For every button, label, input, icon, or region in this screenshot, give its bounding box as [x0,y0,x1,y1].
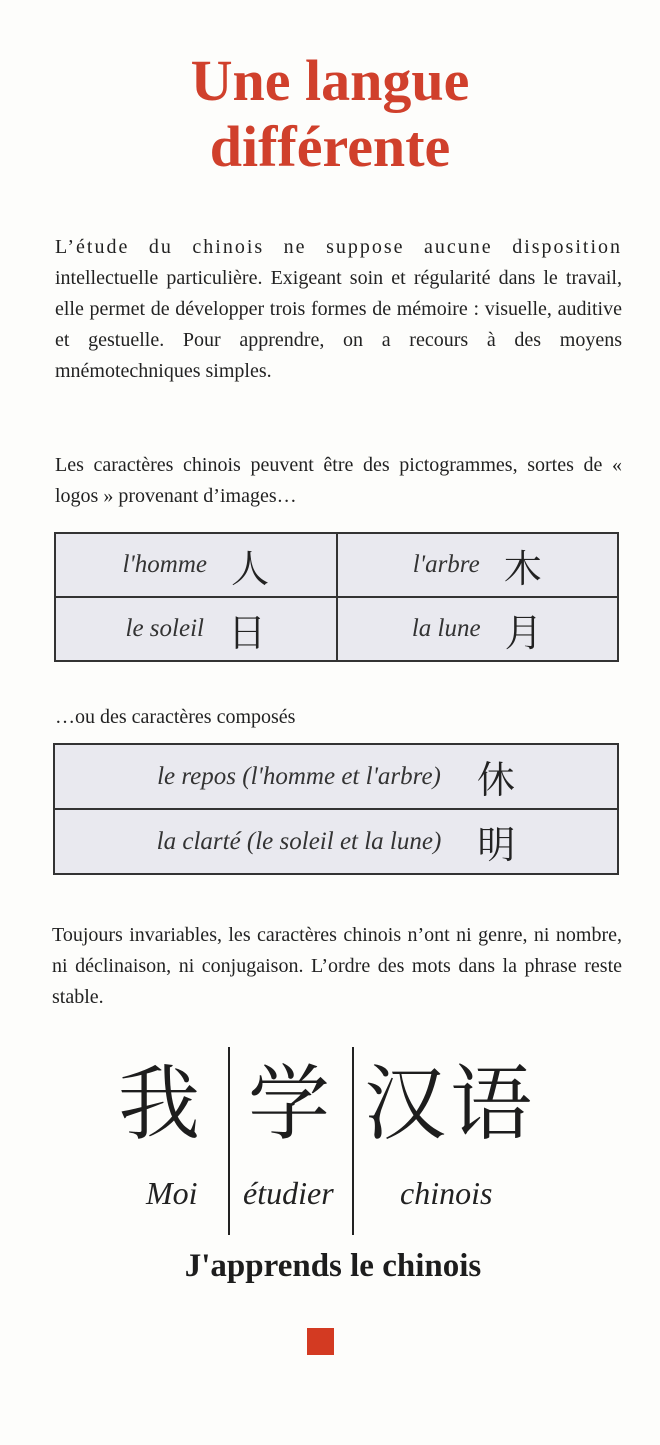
chinese-character: 月 [504,610,543,655]
character-meaning: l'homme [122,551,207,578]
table-cell [55,533,337,597]
pictograms-table [54,532,619,662]
chinese-character: 休 [476,758,515,802]
character-meaning: la clarté (le soleil et la lune) [156,827,442,855]
sentence-characters: 学 [248,1057,331,1152]
chinese-character: 木 [503,546,542,591]
character-meaning: le soleil [125,615,204,642]
table-row [54,744,618,809]
character-meaning: l'arbre [412,551,480,578]
word-divider [228,1047,230,1235]
table-row [55,533,618,597]
table-cell [54,809,618,874]
sentence-characters: 我 [118,1057,201,1152]
intro-paragraph [55,232,622,387]
word-gloss: étudier [243,1175,334,1211]
pictograms-intro: Les caractères chinois peuvent être des pictogrammes, sortes de « logos » provenant d’images… [55,454,622,507]
table-cell [55,597,337,661]
table-row [55,597,618,661]
table-cell [337,597,619,661]
example-sentence [100,1047,570,1235]
sentence-characters: 汉语 [364,1057,537,1152]
word-gloss: Moi [146,1175,198,1211]
intro-rest: intellectuelle particulière. Exigeant soin et régularité dans le travail, elle permet de développer trois formes de mémoire : visuelle, auditive et gestuelle. Pour apprendre, on a recours à des moyens mnémotechniques simples. [55,267,622,382]
intro-first-line: L’étude du chinois ne suppose aucune disposition [55,236,622,258]
red-square-marker [307,1328,334,1355]
sentence-translation: J'apprends le chinois [184,1248,482,1284]
table-cell [54,744,618,809]
title-line-2: différente [209,114,451,179]
title-line-1: Une langue [190,48,470,113]
chinese-character: 日 [227,610,266,655]
word-gloss: chinois [400,1175,493,1211]
character-meaning: le repos (l'homme et l'arbre) [157,762,441,790]
grammar-paragraph: Toujours invariables, les caractères chinois n’ont ni genre, ni nombre, ni déclinaison, ni conjugaison. L’ordre des mots dans la phrase reste stable. [52,924,622,1008]
table-row [54,809,618,874]
composed-intro: …ou des caractères composés [55,706,296,728]
composed-table [53,743,619,875]
table-cell [337,533,619,597]
chinese-character: 明 [477,823,516,867]
word-divider [352,1047,354,1235]
chinese-character: 人 [230,546,269,591]
character-meaning: la lune [411,615,481,642]
page-title [0,48,660,180]
